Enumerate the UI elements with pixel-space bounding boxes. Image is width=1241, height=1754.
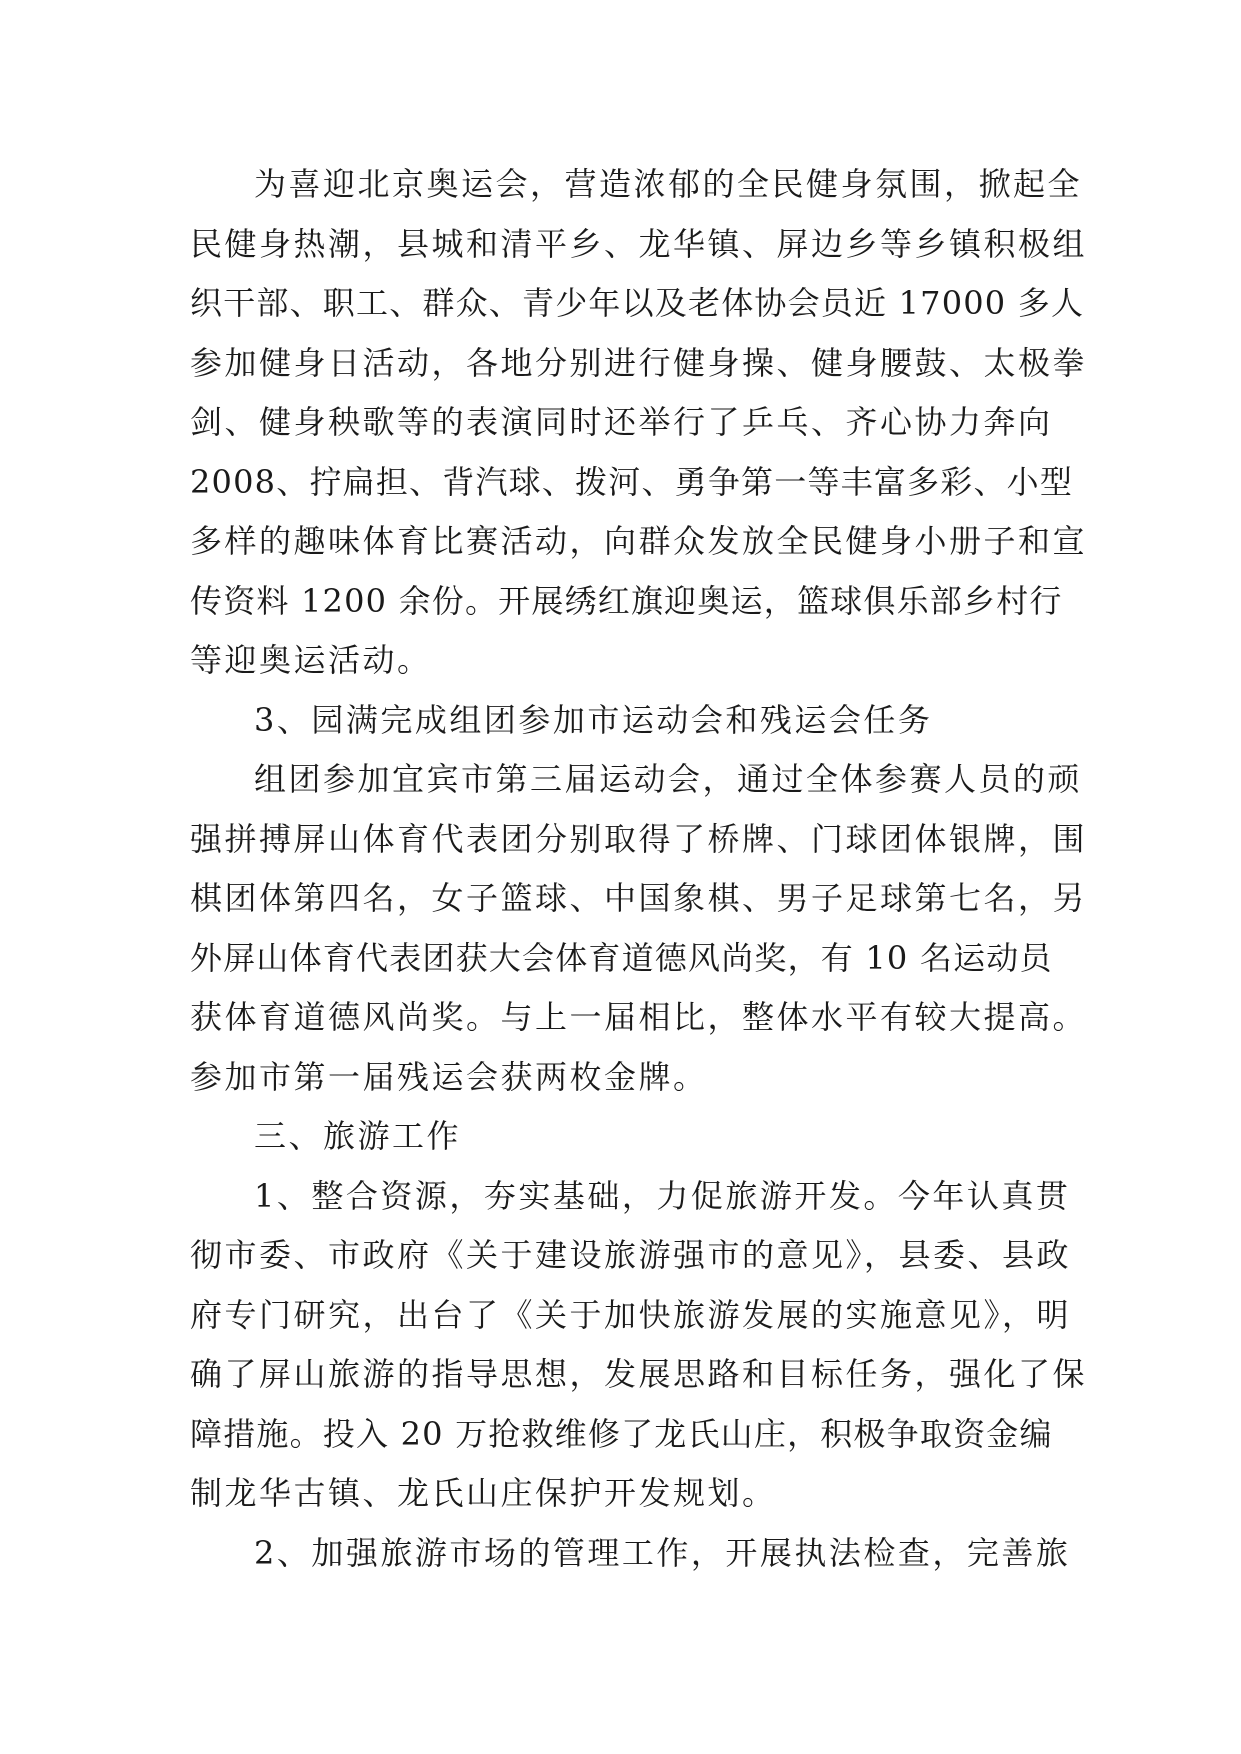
- text-line: 障措施。投入 20 万抢救维修了龙氏山庄，积极争取资金编: [190, 1414, 1053, 1453]
- text-line: 参加健身日活动，各地分别进行健身操、健身腰鼓、太极拳: [190, 343, 1088, 382]
- document-body: [190, 155, 1088, 1583]
- section-heading: 三、旅游工作: [254, 1117, 462, 1155]
- section-heading: 3、园满完成组团参加市运动会和残运会任务: [254, 700, 933, 739]
- text-line: 确了屏山旅游的指导思想，发展思路和目标任务，强化了保: [190, 1355, 1088, 1393]
- text-line: 外屏山体育代表团获大会体育道德风尚奖，有 10 名运动员: [190, 938, 1053, 977]
- text-line: 传资料 1200 余份。开展绣红旗迎奥运，篮球俱乐部乡村行: [190, 581, 1063, 620]
- text-line: 彻市委、市政府《关于建设旅游强市的意见》，县委、县政: [190, 1236, 1072, 1274]
- text-line: 组团参加宜宾市第三届运动会，通过全体参赛人员的顽: [254, 760, 1083, 798]
- text-line: 民健身热潮，县城和清平乡、龙华镇、屏边乡等乡镇积极组: [190, 224, 1088, 263]
- text-line: 等迎奥运活动。: [190, 641, 432, 679]
- text-line: 为喜迎北京奥运会，营造浓郁的全民健身氛围，掀起全: [254, 165, 1083, 203]
- text-line: 参加市第一届残运会获两枚金牌。: [190, 1057, 708, 1096]
- text-line: 府专门研究，出台了《关于加快旅游发展的实施意见》，明: [190, 1295, 1072, 1334]
- text-line: 2008、拧扁担、背汽球、拨河、勇争第一等丰富多彩、小型: [190, 462, 1074, 501]
- text-line: 制龙华古镇、龙氏山庄保护开发规划。: [190, 1474, 777, 1512]
- text-line: 强拼搏屏山体育代表团分别取得了桥牌、门球团体银牌，围: [190, 819, 1088, 858]
- text-line: 2、加强旅游市场的管理工作，开展执法检查，完善旅: [254, 1533, 1071, 1572]
- text-line: 剑、健身秧歌等的表演同时还举行了乒乓、齐心协力奔向: [190, 403, 1053, 441]
- text-line: 棋团体第四名，女子篮球、中国象棋、男子足球第七名，另: [190, 879, 1088, 917]
- text-line: 获体育道德风尚奖。与上一届相比，整体水平有较大提高。: [190, 998, 1088, 1036]
- text-line: 织干部、职工、群众、青少年以及老体协会员近 17000 多人: [190, 284, 1085, 322]
- text-line: 多样的趣味体育比赛活动，向群众发放全民健身小册子和宣: [190, 522, 1088, 560]
- text-line: 1、整合资源，夯实基础，力促旅游开发。今年认真贯: [254, 1176, 1071, 1215]
